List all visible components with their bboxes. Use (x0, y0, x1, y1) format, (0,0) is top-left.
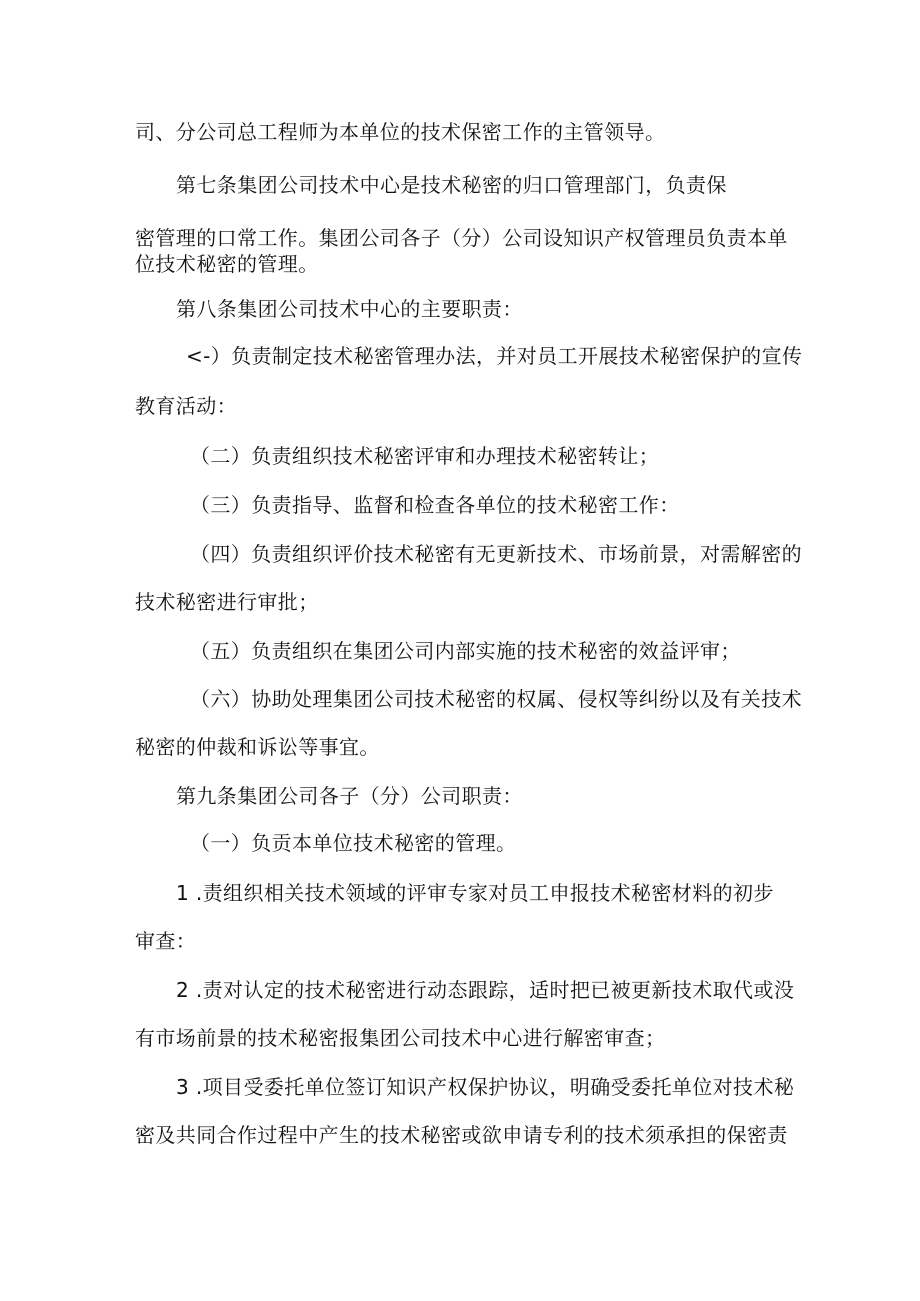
text-line: （四）负责组织评价技术秘密有无更新技术、市场前景，对需解密的 (190, 542, 802, 566)
text-line: 教育活动： (135, 394, 237, 418)
text-line: （二）负责组织技术秘密评审和办理技术秘密转让； (190, 444, 660, 468)
text-line: 有市场前景的技术秘密报集团公司技术中心进行解密审查； (135, 1026, 666, 1050)
text-line: <-）负责制定技术秘密管理办法，并对员工开展技术秘密保护的宣传 (186, 344, 803, 368)
text-line: 技术秘密进行审批； (135, 590, 319, 614)
text-line: 第八条集团公司技术中心的主要职责： (176, 297, 523, 321)
text-line: 司、分公司总工程师为本单位的技术保密工作的主管领导。 (135, 120, 666, 144)
text-line: （六）协助处理集团公司技术秘密的权属、侵权等纠纷以及有关技术 (190, 687, 802, 711)
text-line: 第九条集团公司各子（分）公司职责： (176, 784, 523, 808)
text-line: 2 .责对认定的技术秘密进行动态跟踪，适时把已被更新技术取代或没 (176, 978, 795, 1002)
text-line: 第七条集团公司技术中心是技术秘密的归口管理部门，负责保 (176, 173, 727, 197)
text-line: 位技术秘密的管理。 (135, 252, 319, 276)
text-line: （一）负贡本单位技术秘密的管理。 (190, 831, 517, 855)
text-line: （三）负责指导、监督和检查各单位的技术秘密工作： (190, 493, 680, 517)
text-line: 秘密的仲裁和诉讼等事宜。 (135, 735, 380, 759)
text-line: 密管理的口常工作。集团公司各子（分）公司设知识产权管理员负责本单 (135, 226, 788, 250)
text-line: （五）负责组织在集团公司内部实施的技术秘密的效益评审； (190, 639, 741, 663)
text-line: 审查： (135, 929, 197, 953)
text-line: 3 .项目受委托单位签订知识产权保护协议，明确受委托单位对技术秘 (176, 1075, 795, 1099)
text-line: 1 .责组织相关技术领域的评审专家对员工申报技术秘密材料的初步 (176, 881, 774, 905)
text-line: 密及共同合作过程中产生的技术秘密或欲申请专利的技术须承担的保密责 (135, 1123, 788, 1147)
